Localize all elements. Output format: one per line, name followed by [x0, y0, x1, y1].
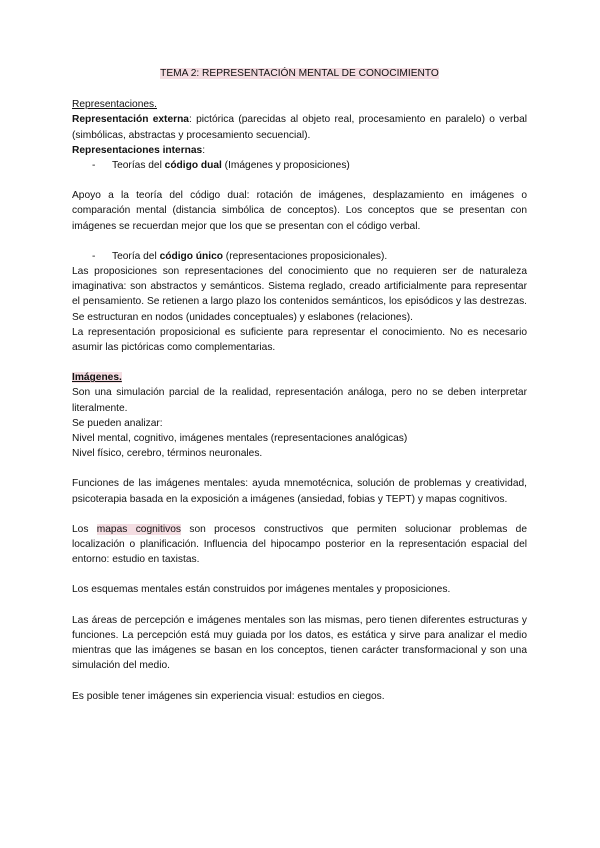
mapas-paragraph — [72, 522, 527, 568]
nivel-mental-line: Nivel mental, cognitivo, imágenes mentales (representaciones analógicas) — [72, 433, 408, 445]
imagenes-heading — [72, 370, 527, 385]
int-label: Representaciones internas — [72, 144, 203, 156]
dual-paragraph: Apoyo a la teoría del código dual: rotación de imágenes, desplazamiento en imágenes o comparación mental (distancia simbólica de conceptos). Los conceptos que se presentan con imágenes se recuerdan mejor que los que se presentan con el código verbal. — [72, 190, 527, 232]
mapas-highlight: mapas cognitivos — [96, 523, 182, 535]
proposiciones-paragraph: Las proposiciones son representaciones del conocimiento que no requieren ser de naturaleza imaginativa: son abstractos y semánticos. Sistema reglado, creado artificialmente para representar el pensamiento. Se retienen a largo plazo los contenidos semánticos, los episódicos y las destrezas. Se estructuran en nodos (unidades conceptuales) y eslabones (relaciones). — [72, 266, 527, 323]
mapas-pre: Los — [72, 523, 97, 535]
bullet-pre: Teorías del — [112, 160, 165, 172]
ext-label: Representación externa — [72, 114, 189, 126]
representaciones-internas — [72, 143, 527, 158]
bullet-codigo-unico — [72, 249, 527, 264]
title-text: TEMA 2: REPRESENTACIÓN MENTAL DE CONOCIMIENTO — [160, 68, 439, 79]
bullet-dash: - — [92, 250, 96, 262]
bullet-text — [112, 158, 350, 173]
bullet-codigo-dual — [72, 158, 527, 173]
esquemas-paragraph: Los esquemas mentales están construidos por imágenes mentales y proposiciones. — [72, 584, 451, 596]
mapas-post: son procesos constructivos que permiten solucionar problemas de localización o planificación. Influencia del hipocampo posterior en la representación espacial del entorno: estudio en taxistas. — [72, 523, 527, 566]
analizar-line: Se pueden analizar: — [72, 417, 163, 429]
bullet-post: (Imágenes y proposiciones) — [221, 160, 350, 172]
nivel-fisico-line: Nivel físico, cerebro, términos neuronales. — [72, 448, 263, 460]
ext-text: : pictórica (parecidas al objeto real, procesamiento en paralelo) o verbal (simbólicas, abstractas y procesamiento secuencial). — [72, 114, 528, 141]
bullet-text — [112, 249, 387, 264]
bullet-post: (representaciones proposicionales). — [222, 250, 388, 262]
imagenes-intro: Son una simulación parcial de la realidad, representación análoga, pero no se deben interpretar literalmente. — [72, 387, 527, 414]
bullet-bold: código dual — [164, 160, 222, 172]
bullet-bold: código único — [159, 250, 223, 262]
representacion-externa — [72, 112, 527, 142]
bullet-dash: - — [92, 160, 96, 172]
proposicional-paragraph: La representación proposicional es suficiente para representar el conocimiento. No es necesario asumir las pictóricas como complementarias. — [72, 326, 527, 354]
areas-paragraph: Las áreas de percepción e imágenes mentales son las mismas, pero tienen diferentes estructuras y funciones. La percepción está muy guiada por los datos, es estática y sirve para analizar el medio mientras que las imágenes se basan en los conceptos, tienen carácter transformacional y son una simulación del medio. — [72, 614, 527, 672]
imagenes-heading-text: Imágenes. — [72, 372, 122, 384]
int-colon: : — [202, 144, 206, 156]
page-title — [72, 66, 527, 81]
document-page — [72, 66, 527, 704]
representaciones-heading: Representaciones. — [72, 99, 157, 111]
funciones-paragraph: Funciones de las imágenes mentales: ayuda mnemotécnica, solución de problemas y creatividad, psicoterapia basada en la exposición a imágenes (ansiedad, fobias y TEPT) y mapas cognitivos. — [72, 478, 527, 505]
ciegos-paragraph: Es posible tener imágenes sin experiencia visual: estudios en ciegos. — [72, 690, 385, 702]
bullet-pre: Teoría del — [112, 250, 160, 262]
